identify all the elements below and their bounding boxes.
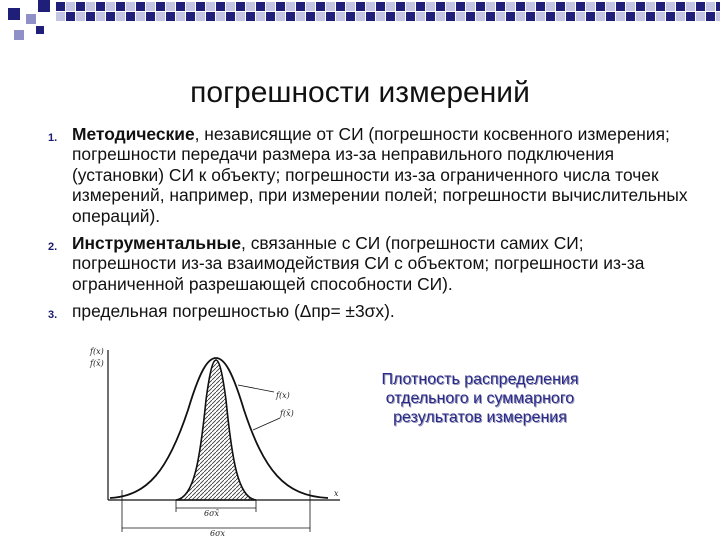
item-text: , связанные с СИ (погрешности самих СИ; погрешности из-за взаимодействия СИ с объектом; погрешности из-за ограниченной разрешающей способности СИ). — [72, 233, 645, 294]
item-text: , независящие от СИ (погрешности косвенного измерения; погрешности передачи размера из-за неправильного подключения (установки) СИ к объекту; погрешности из-за ограниченного числа точек измерений, например, при измерении полей; погрешности вычислительных операций). — [72, 124, 688, 226]
narrow-curve — [176, 360, 256, 500]
caption-line: отдельного и суммарного — [385, 390, 575, 407]
deco-square — [26, 14, 36, 24]
list-item — [48, 124, 688, 226]
leader-line — [253, 418, 280, 430]
slide-title: погрешности измерений — [190, 76, 530, 109]
leader-line — [238, 385, 274, 392]
x-label: x — [334, 489, 339, 498]
checker-band — [56, 2, 720, 30]
y-label-2: f(x̄) — [90, 359, 104, 368]
deco-square — [38, 0, 50, 12]
curve-label-wide: f(x) — [276, 391, 290, 400]
caption-line: Плотность распределения — [381, 371, 579, 388]
dim-label-narrow: 6σx̄ — [204, 509, 220, 518]
item-term: Методические — [72, 124, 195, 144]
deco-square — [36, 26, 44, 34]
item-number: 2. — [48, 241, 58, 254]
item-text: предельная погрешностью (Δпр= ±3σx). — [72, 301, 395, 322]
header-decoration — [0, 0, 720, 48]
error-types-list — [48, 124, 688, 329]
y-label-1: f(x) — [90, 347, 104, 356]
distribution-figure — [88, 340, 350, 538]
dim-label-wide: 6σx — [210, 529, 226, 538]
item-number: 3. — [48, 309, 58, 322]
caption-line: результатов измерения — [393, 409, 567, 426]
deco-square — [8, 8, 20, 20]
item-number: 1. — [48, 132, 58, 144]
deco-square — [14, 30, 24, 40]
figure-caption — [360, 370, 600, 427]
curve-label-narrow: f(x̄) — [280, 409, 294, 418]
list-item — [48, 233, 688, 294]
item-term: Инструментальные — [72, 233, 242, 254]
list-item — [48, 301, 688, 321]
